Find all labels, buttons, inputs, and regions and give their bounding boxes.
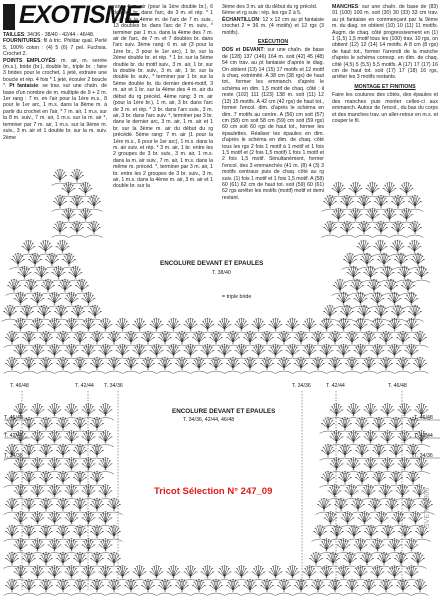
diagram-bottom-size: T. 34/36, 42/44, 46/48 [183,417,235,423]
rang-end-text: 3ème des 3 m. air du début du rg précéd. [222,4,318,10]
side-mark-right-3: T. 34/36 [414,453,433,459]
side-mark-left-1: T. 46/48 [4,415,23,421]
side-mark-right-2: T. 42/44 [414,433,433,439]
fournitures-text: : fil à tric. Phildar qual. Perlé 5, 100% coton : (4) 5 (6) 7 pel. Fuchsia. Crochet 2. [3,38,107,58]
magazine-brand: Tricot Sélection N° 247_09 [154,486,273,497]
diagram-bottom-title: ENCOLURE DEVANT ET EPAULES [172,408,276,415]
points-heading: POINTS EMPLOYÉS [3,57,56,64]
size-mark-2: T. 42/44 [75,383,94,389]
page-title: EXOTISME [19,1,141,29]
side-mark-left-3: T. 34/36 [4,453,23,459]
fournitures-heading: FOURNITURES [3,38,41,45]
size-mark-3: T. 34/36 [104,383,123,389]
echantillon-text: : 12 x 12 cm au pt fantaisie crochet 2 = 36 m. (4 motifs) et 12 rgs (3 motifs). [222,16,324,36]
rangs-text: rang: 4 m. air (pour la 1ère double br.), 6 doubles br. dans l'arc, de 3 m. et rép. * 1 m.s. sur la 4ème m. de l'arc de 7 m. suiv., 13 doubles br. dans l'arc de 7 m. suiv., * terminer par 1 m.s. dans la 4ème des 7 m. air de l'arc, de 7 m. et 7 doubles br. dans l'arc suiv. 3ème rang: 6 m. air (3 pour la 1ère br., 3 pour le 1er arc), 1 br. sur la 2ème double br. et rép. * 1 br. sur la 5ème double br. du motif suiv., 3 m. air, 1 br. sur la double br. suiv., 3 m. air, 1 br. sur la double br. suiv., * terminer par 1 br. sur la 5ème double br. du dernier demi-motif, 3 m. air et 1 br. sur la 4ème des 4 m. air du début du rg précéd. 4ème rang: 3 m. air (pour la 1ère br.), 1 m. air, 3 br. dans l'arc de 3 m. et rép. * 3 br. dans l'arc suiv., 3 m. air, 3 br. dans l'arc suiv. *, terminer par 3 br. dans le dernier arc, 3 m. air, 1 m. air et 1 br. sur la 3ème m. air du début du rg précédé. 5ème rang: 7 m. air (1 pour la 1ère m.s., 6 pour le 1er arc), 1 m.s. dans la m. air suiv. et rép. * 3 m. air, 1 br. entre les 2 groupes de 3 br. suiv., 3 m. air, 1 m.s. dans la m. air suiv., 7 m. air, 1 m.s. dans la même m. précéd. *, terminer par 3 m. air, 1 br. entre les 2 groupes de 3 br. suiv., 3 m. air, 1 m.s. dans la 4ème m. air, 3 m. air et 1 double br. sur la [113,4,213,190]
side-mark-right-1: T. 46/48 [414,415,433,421]
montage-text: Faire les coutures des côtés, des épaules et des manches puis monter celles-ci aux emmanch. Autour de l'encol., du bas du corps et des manches trav. un aller-retour en m.s. et couper le fil. [332,92,438,124]
size-mark-6: T. 46/48 [388,383,407,389]
fantaisie-text: : se trav. sur une chaîn. de base d'un nombre de m. multiple de 9 + 2 m. 1er rang : 7 m. en l'air pour la 1ère m.s., 8 pour le 1er arc, 1 m.s. dans la 8ème m. à partir du crochet en l'air, * 7 m. air, 1 m.s. sur la 8 m. suiv., 7 m. air, 1 m.s. sur la m. air *, terminer par 7 m. air, 1 m.s. sur la 9ème m. suiv., 3 m. air et 1 double br. sur la m. suiv. 2ème [3,83,107,141]
watermark: SVETA-2006 [424,487,431,528]
montage-heading: MONTAGE ET FINITIONS [354,83,416,90]
diagram-top-size: T. 38/40 [212,270,231,276]
tailles-heading: TAILLES [3,32,25,38]
manches-heading: MANCHES [332,4,359,10]
manches-text: : sur une chaîn. de base de (83) 91 (100) 100 m. soit (30) 30 (33) 33 cm trav. au pt fantaisie en commençant par la 9ème m. du diag. on obtient (10) 10 (11) 11 motifs. Augm. de chaq. côté progressivement en (1) 1 (1,5) 1,5 motif tous les (100) trav. 10 rgs, on obtient (12) 12 (14) 14 motifs. A 8 cm (8 rgs) de haut tot., former l'arrondi de la manche d'après le schéma corresp. en dim. de chaq. côté (4,5) 5 (5,5) 5,5 motifs. A (17) 17 (17) 16 cm de haut tot. soit (17) 17 (18) 16 rgs, arrêter les 3 motifs restants. [332,4,438,81]
tailles-text: : 34/36 - 38/40 - 42/44 - 46/48. [24,32,95,38]
execution-heading: EXÉCUTION [257,39,289,46]
rang-repeat-text: 6ème et rg suiv.: rép. les rgs 2 à 5. [222,10,302,17]
diagram-top-title: ENCOLURE DEVANT ET EPAULES [160,260,264,267]
size-mark-4: T. 34/36 [292,383,311,389]
size-mark-1: T. 46/48 [10,383,29,389]
crochet-chart-bottom [4,404,435,596]
echantillon-heading: ÉCHANTILLON [222,16,260,23]
fantaisie-heading: Pt fantaisie [9,83,39,90]
size-mark-5: T. 42/44 [326,383,345,389]
points-text: : m. air, m. serrée (m.s.), bride (br.), double br., triple br. ; faire 3 brides pour le crochet, 1 jeté, extraire une boucle et rép. 4 fois * 1 jeté, écouler 2 boucle *. [3,57,107,90]
side-mark-left-2: T. 42/44 [4,433,23,439]
triple-bride-legend: = triple bride [222,294,252,300]
dos-devant-text: : sur une chaîn. de base de (128) 137 (146) 164 m. soit (42) 45 (48) 54 cm trav. au pt fantaisie d'après le diag. On obtient (13) 14 (15) 17 motifs et 12 motif à chaq. extrémité. A 38 cm (38 rgs) de haut tot., former les emmanch. d'après le schéma en dim. 1,5 motif de chaq. côté ; il reste (102) 111 (123) 138 m. soit (11) 12 (13) 15 motifs. A 42 cm (42 rgs) de haut tot., former l'encol. dim. d'après le schéma en dim. 7 motifs au centre. A (56) cm soit (57) cm (58) cm soit 58 cm (59) cm soit (59 rgs) 60 cm soit 60 rgs de haut tot., former les épaulettes. Réaliser les épaules en dim. d'après le schéma en dim. de chaq. côté tous les rgs 2 fois 1 motif à 1 motif et 1 fois 1,5 motif et (2 fois 1,5 motif) 1 fois 1 motif et 2 fois 1,5 motif. Simultanément, former l'encol. des 3 emmanchés (41 m. (8) 4 (3) 3 motifs centraux puis de chaq. côté au rg suiv. (1) fois 1 motif et 1 fois 1,5 motif. A (58) 60 (61) 62 cm de haut tot. soit (59) 60 (61) 62 rgs arrêter les motifs (motif) motif et demi restant. [222,47,324,201]
dos-devant-heading: DOS et DEVANT [222,47,264,54]
